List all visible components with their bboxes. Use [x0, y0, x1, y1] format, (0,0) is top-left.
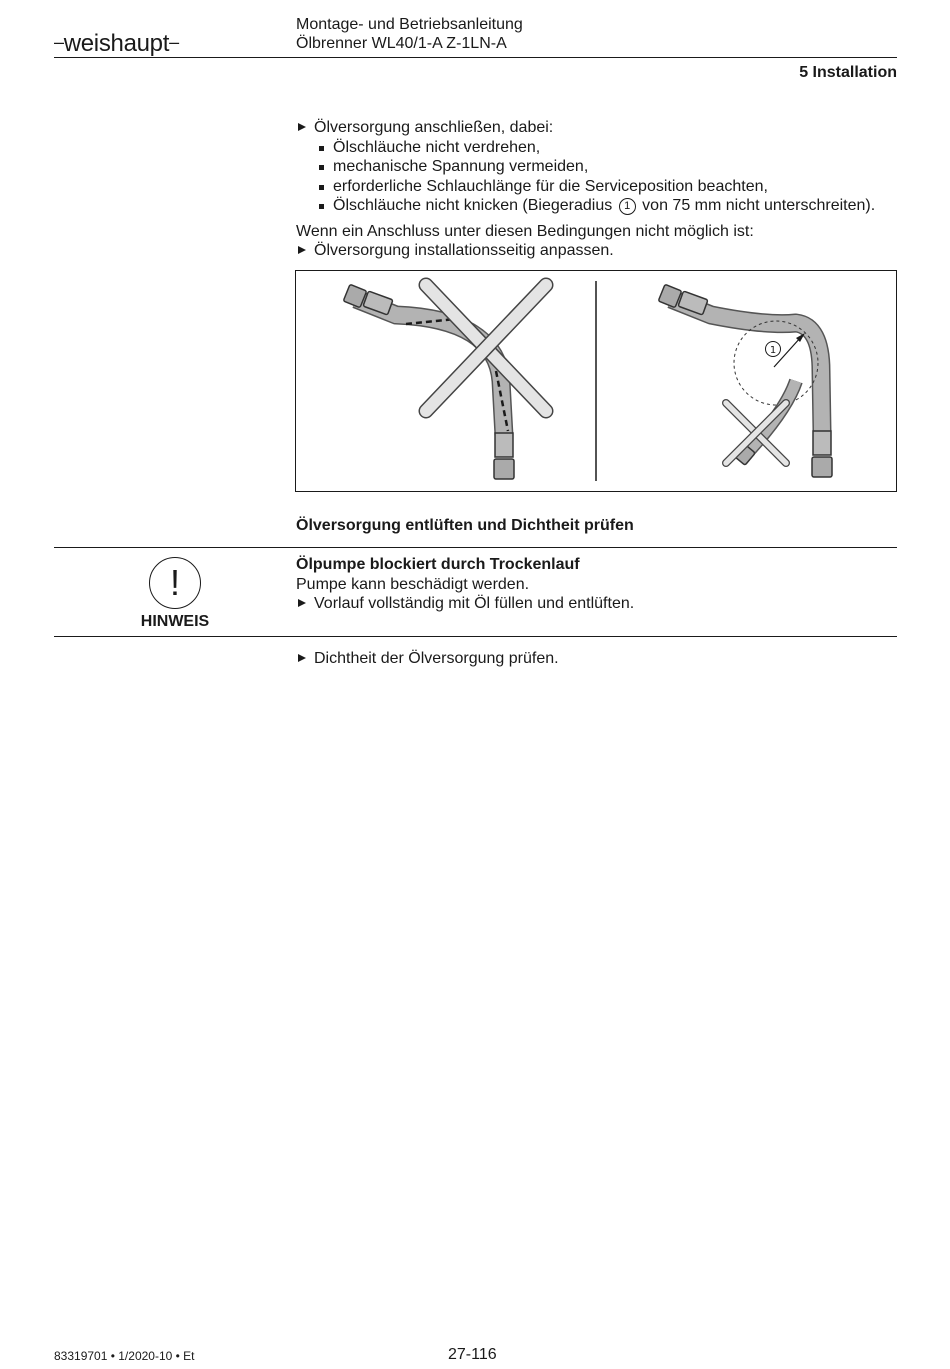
notice-bottom-rule	[54, 636, 897, 637]
instruction-step-adjust: Ölversorgung installationsseitig anpassen.	[296, 241, 896, 261]
document-title	[296, 15, 523, 53]
hose-installation-figure	[295, 270, 897, 492]
instruction-step-connect: Ölversorgung anschließen, dabei:	[296, 118, 896, 138]
notice-label: HINWEIS	[140, 613, 210, 630]
condition-text: Wenn ein Anschluss unter diesen Bedingungen nicht möglich ist:	[296, 222, 754, 240]
section-title: 5 Installation	[799, 64, 897, 81]
radius-marker: 1	[769, 345, 777, 356]
header-divider	[54, 57, 897, 58]
notice-title: Ölpumpe blockiert durch Trockenlauf	[296, 556, 580, 573]
notice-content	[296, 555, 896, 614]
correct-installation-diagram	[658, 284, 832, 477]
weishaupt-logo: –weishaupt–	[54, 30, 179, 57]
notice-text: Pumpe kann beschädigt werden.	[296, 575, 530, 593]
bullet-item: erforderliche Schlauchlänge für die Serviceposition beachten,	[296, 177, 896, 197]
logo-text: weishaupt	[63, 30, 170, 57]
exclamation-icon: !	[149, 557, 201, 609]
hose-diagram	[296, 271, 896, 491]
cross-out-icon	[426, 285, 546, 411]
doc-title-line1: Montage- und Betriebsanleitung	[296, 16, 523, 33]
final-step-block	[296, 649, 896, 669]
bullet-item: Ölschläuche nicht verdrehen,	[296, 138, 896, 158]
bend-radius-circle	[734, 321, 818, 405]
small-cross-out-icon	[726, 403, 786, 463]
reference-marker: 1	[619, 198, 636, 215]
doc-title-line2: Ölbrenner WL40/1-A Z-1LN-A	[296, 35, 507, 52]
instruction-block	[296, 118, 896, 261]
instruction-step-check-leak: Dichtheit der Ölversorgung prüfen.	[296, 649, 896, 669]
subsection-title: Ölversorgung entlüften und Dichtheit prüfen	[296, 517, 634, 534]
bullet-item-bend-radius: Ölschläuche nicht knicken (Biegeradius 1 von 75 mm nicht unterschreiten).	[296, 196, 896, 216]
wrong-installation-diagram	[343, 284, 546, 479]
notice-top-rule	[54, 547, 897, 548]
notice-action: Vorlauf vollständig mit Öl füllen und entlüften.	[296, 594, 896, 614]
page-number: 27-116	[448, 1346, 497, 1363]
bullet-item: mechanische Spannung vermeiden,	[296, 157, 896, 177]
document-number: 83319701 • 1/2020-10 • Et	[54, 1349, 195, 1363]
